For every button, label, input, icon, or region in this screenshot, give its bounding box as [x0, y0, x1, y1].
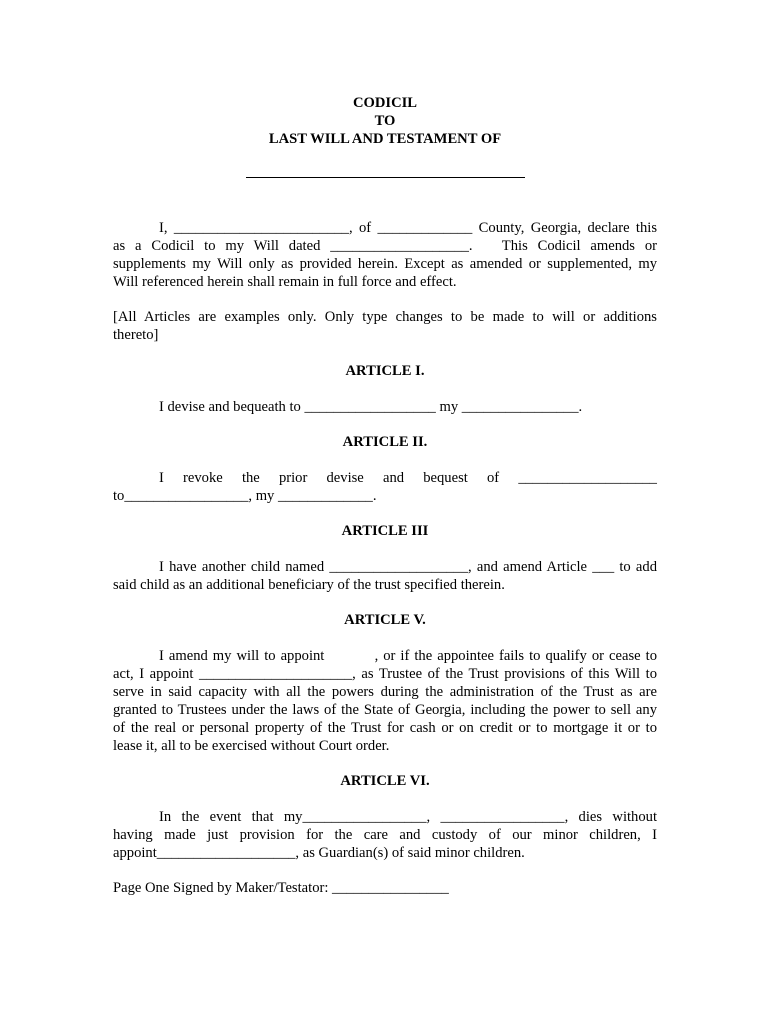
article-3-paragraph — [113, 558, 657, 594]
article-6-heading: ARTICLE VI. — [340, 773, 430, 789]
article-2-word: of — [486, 470, 500, 486]
article-3-line-1: I have another child named ___________________, and amend Article ___ to add — [159, 559, 657, 575]
article-1-text: I devise and bequeath to __________________ my ________________. — [159, 399, 583, 415]
page-signature-line: Page One Signed by Maker/Testator: ________________ — [113, 880, 449, 896]
article-6-line-2: having made just provision for the care and custody of our minor children, I — [113, 827, 657, 843]
article-6-line-1: In the event that my_________________, _________________, dies without — [159, 809, 657, 825]
testator-name-line — [246, 177, 525, 178]
article-2-word: I — [159, 470, 164, 486]
article-5-line-6: lease it, all to be exercised without Court order. — [113, 738, 390, 754]
intro-line-1: I, ________________________, of _____________ County, Georgia, declare this — [159, 220, 657, 236]
title-codicil: CODICIL — [352, 95, 418, 111]
note-line-1: [All Articles are examples only. Only type changes to be made to will or additions — [113, 309, 657, 325]
article-6-line-3: appoint___________________, as Guardian(s) of said minor children. — [113, 845, 525, 861]
article-3-line-2: said child as an additional beneficiary of the trust specified therein. — [113, 577, 505, 593]
article-2-word: bequest — [423, 470, 468, 486]
intro-line-4: Will referenced herein shall remain in full force and effect. — [113, 274, 457, 290]
article-5-line-1: I amend my will to appoint , or if the appointee fails to qualify or cease to — [159, 648, 657, 664]
article-2-word: the — [241, 470, 260, 486]
article-2-word: ___________________ — [518, 470, 657, 486]
article-3-heading: ARTICLE III — [341, 523, 429, 539]
article-5-heading: ARTICLE V. — [344, 612, 426, 628]
note-paragraph — [113, 308, 657, 344]
intro-line-2: as a Codicil to my Will dated ___________________. This Codicil amends or — [113, 238, 657, 254]
article-5-line-4: granted to Trustees under the laws of the State of Georgia, including the power to sell any — [113, 702, 657, 718]
article-5-line-5: of the real or personal property of the Trust for cash or on credit or to mortgage it or to — [113, 720, 657, 736]
article-2-line-2: to_________________, my _____________. — [113, 488, 377, 504]
article-2-line-1 — [113, 469, 657, 487]
article-2-word: and — [382, 470, 405, 486]
article-2-word: revoke — [183, 470, 223, 486]
article-1-heading: ARTICLE I. — [345, 363, 425, 379]
note-line-2: thereto] — [113, 327, 159, 343]
article-2-heading: ARTICLE II. — [342, 434, 428, 450]
article-5-line-3: serve in said capacity with all the powers during the administration of the Trust as are — [113, 684, 657, 700]
title-last-will: LAST WILL AND TESTAMENT OF — [268, 131, 502, 147]
article-6-paragraph — [113, 808, 657, 862]
article-2-paragraph — [113, 469, 657, 505]
article-5-line-2: act, I appoint _____________________, as Trustee of the Trust provisions of this Will to — [113, 666, 657, 682]
title-to: TO — [374, 113, 396, 129]
article-2-word: devise — [326, 470, 364, 486]
article-5-paragraph — [113, 647, 657, 755]
intro-paragraph — [113, 219, 657, 291]
article-2-word: prior — [278, 470, 308, 486]
intro-line-3: supplements my Will only as provided herein. Except as amended or supplemented, my — [113, 256, 657, 272]
